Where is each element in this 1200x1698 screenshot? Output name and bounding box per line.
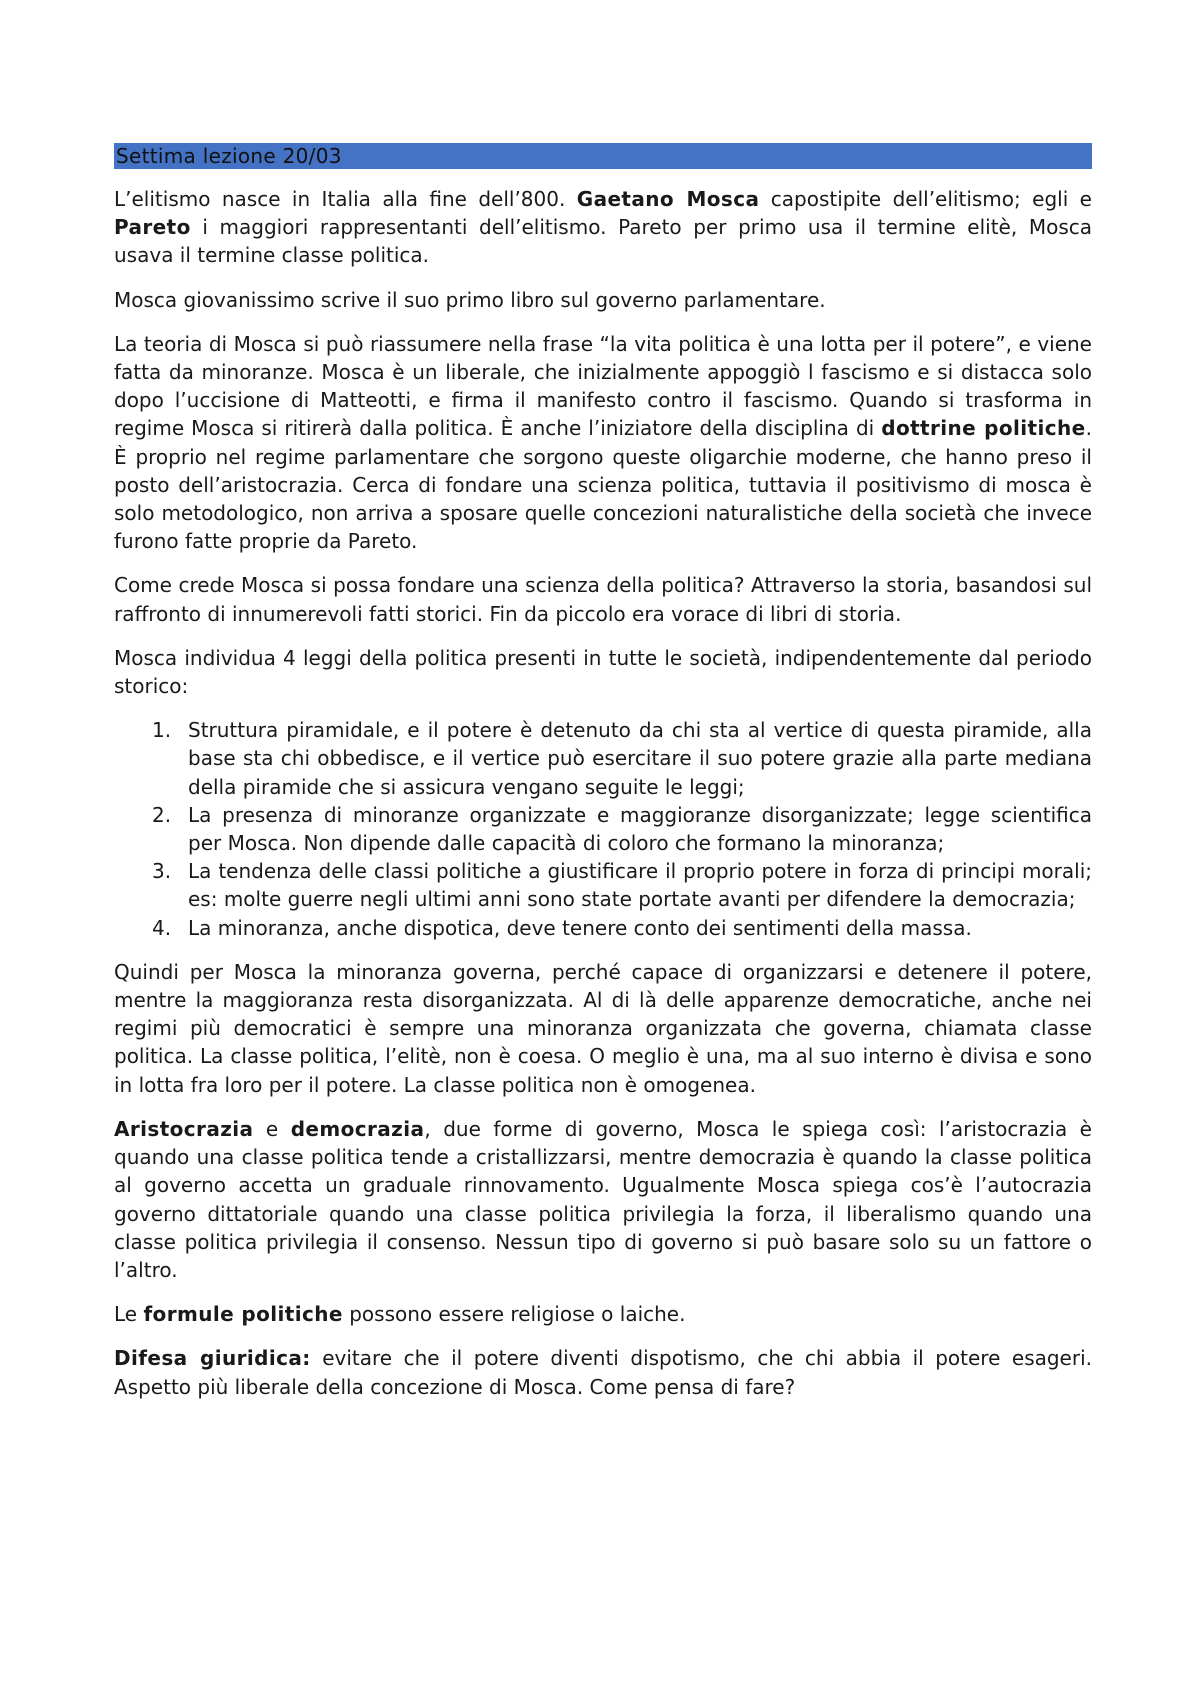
paragraph-minority-governs: Quindi per Mosca la minoranza governa, perché capace di organizzarsi e detenere il potere, mentre la maggioranza resta disorganizzata. Al di là delle apparenze democratiche, anche nei regimi più democratici è sempre una minoranza organizzata che governa, chiamata classe politica. La classe politica, l’elitè, non è coesa. O meglio è una, ma al suo interno è divisa e sono in lotta fra loro per il potere. La classe politica non è omogenea. xyxy=(114,959,1092,1097)
document-page xyxy=(114,143,1092,1417)
paragraph-elitism-origins: L’elitismo nasce in Italia alla fine dell’800. Gaetano Mosca capostipite dell’elitismo; egli e Pareto i maggiori rappresentanti dell’elitismo. Pareto per primo usa il termine elitè, Mosca usava il termine classe politica. xyxy=(114,187,1092,268)
paragraph-four-laws-intro: Mosca individua 4 leggi della politica presenti in tutte le società, indipendentemente dal periodo storico: xyxy=(114,645,1092,699)
paragraph-mosca-theory: La teoria di Mosca si può riassumere nella frase “la vita politica è una lotta per il potere”, e viene fatta da minoranze. Mosca è un liberale, che inizialmente appoggiò l fascismo e si distacca solo dopo l’uccisione di Matteotti, e firma il manifesto contro il fascismo. Quando si trasforma in regime Mosca si ritirerà dalla politica. È anche l’iniziatore della disciplina di dottrine politiche. È proprio nel regime parlamentare che sorgono queste oligarchie moderne, che hanno preso il posto dell’aristocrazia. Cerca di fondare una scienza politica, tuttavia il positivismo di mosca è solo metodologico, non arriva a sposare quelle concezioni naturalistiche della società che invece furono fatte proprie da Pareto. xyxy=(114,331,1092,554)
list-item: 3. La tendenza delle classi politiche a giustificare il proprio potere in forza di principi morali; es: molte guerre negli ultimi anni sono state portate avanti per difendere la democrazia; xyxy=(152,859,1092,912)
paragraph-legal-defense: Difesa giuridica: evitare che il potere diventi dispotismo, che chi abbia il potere esageri. Aspetto più liberale della concezione di Mosca. Come pensa di fare? xyxy=(114,1346,1093,1399)
paragraph-aristocracy-democracy: Aristocrazia e democrazia, due forme di governo, Mosca le spiega così: l’aristocrazia è quando una classe politica tende a cristallizzarsi, mentre democrazia è quando la classe politica al governo accetta un graduale rinnovamento. Ugualmente Mosca spiega cos’è l’autocrazia governo dittatoriale quando una classe politica privilegia la forza, il liberalismo quando una classe politica privilegia il consenso. Nessun tipo di governo si può basare solo su un fattore o l’altro. xyxy=(114,1116,1092,1282)
paragraph-political-formulas: Le formule politiche possono essere religiose o laiche. xyxy=(114,1302,686,1327)
list-item: 4. La minoranza, anche dispotica, deve tenere conto dei sentimenti della massa. xyxy=(152,915,972,940)
lesson-heading: Settima lezione 20/03 xyxy=(114,143,1092,169)
four-laws-list xyxy=(114,716,1092,942)
paragraph-science-of-politics: Come crede Mosca si possa fondare una scienza della politica? Attraverso la storia, basandosi sul raffronto di innumerevoli fatti storici. Fin da piccolo era vorace di libri di storia. xyxy=(114,573,1092,626)
list-item: 2. La presenza di minoranze organizzate e maggioranze disorganizzate; legge scientifica per Mosca. Non dipende dalle capacità di coloro che formano la minoranza; xyxy=(152,802,1092,856)
list-item: 1. Struttura piramidale, e il potere è detenuto da chi sta al vertice di questa piramide, alla base sta chi obbedisce, e il vertice può esercitare il suo potere grazie alla parte mediana della piramide che si assicura vengano seguite le leggi; xyxy=(152,718,1092,799)
paragraph-first-book: Mosca giovanissimo scrive il suo primo libro sul governo parlamentare. xyxy=(114,287,826,312)
